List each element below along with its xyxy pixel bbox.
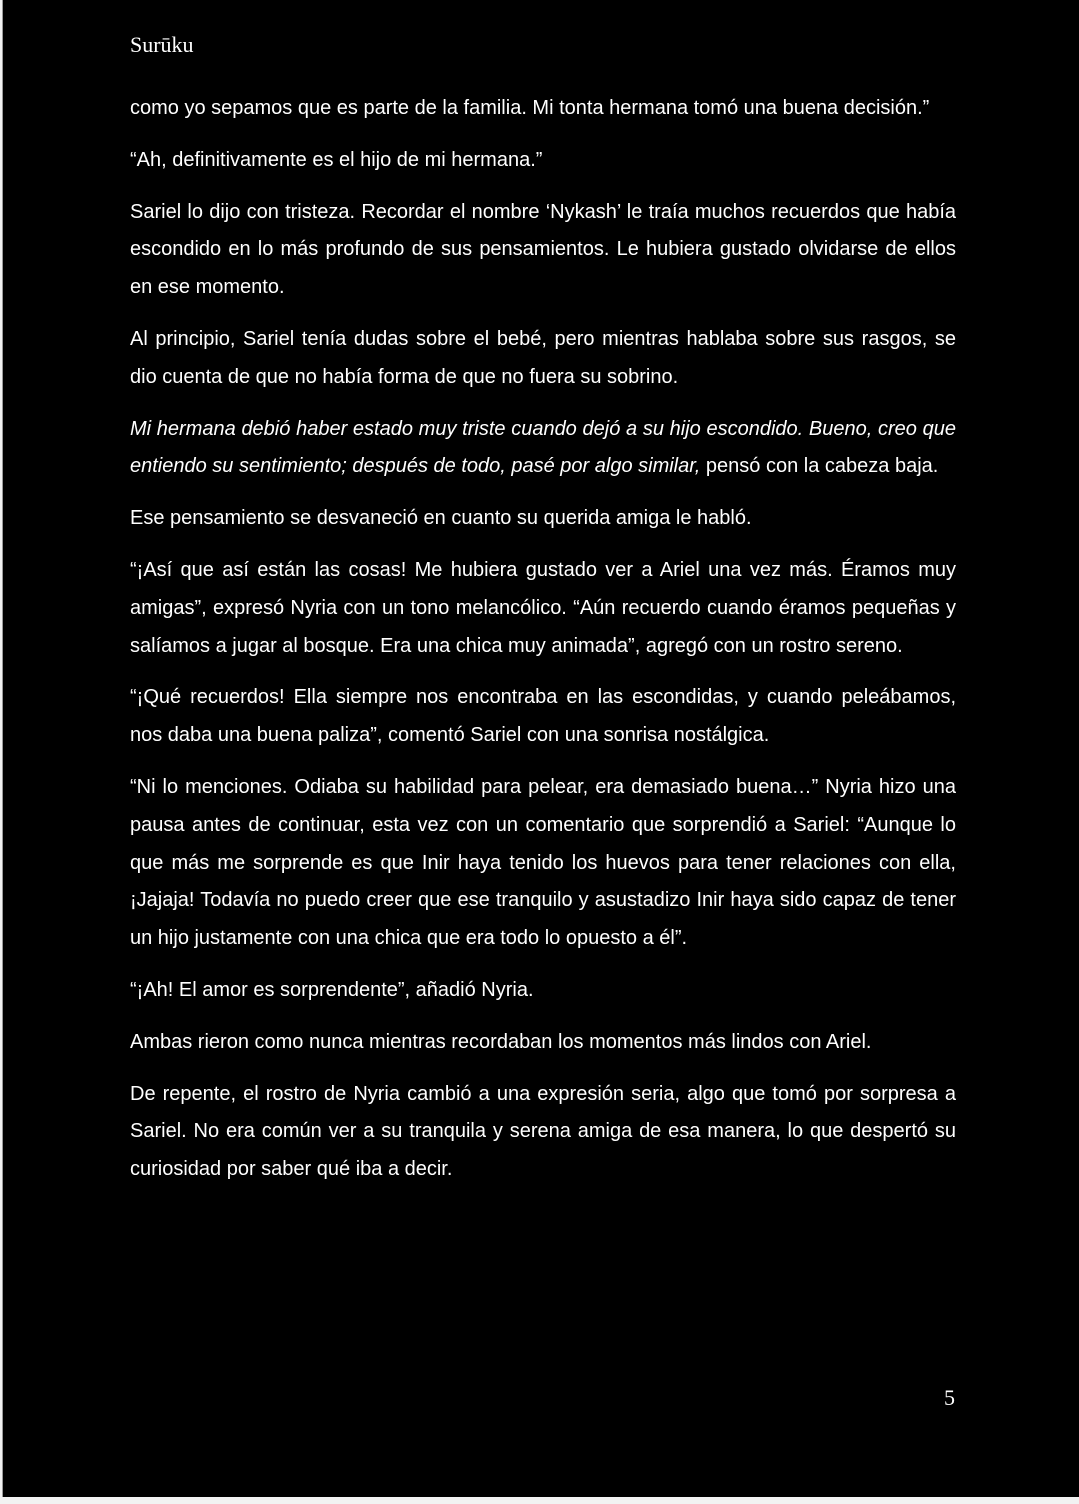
paragraph xyxy=(130,90,956,128)
text-run: Sariel lo dijo con tristeza. Recordar el nombre ‘Nykash’ le traía muchos recuerdos que había escondido en lo más profundo de sus pensamientos. Le hubiera gustado olvidarse de ellos en ese momento. xyxy=(130,200,956,299)
text-run: Ese pensamiento se desvaneció en cuanto su querida amiga le habló. xyxy=(130,507,752,530)
document-page xyxy=(2,0,1079,1497)
running-header: Surūku xyxy=(130,32,194,57)
text-run: Ambas rieron como nunca mientras recordaban los momentos más lindos con Ariel. xyxy=(130,1030,872,1053)
text-run: “Ni lo menciones. Odiaba su habilidad para pelear, era demasiado buena…” Nyria hizo una pausa antes de continuar, esta vez con un comentario que sorprendió a Sariel: “Aunque lo que más me sorprende es que Inir haya tenido los huevos para tener relaciones con ella, ¡Jajaja! Todavía no puedo creer que ese tranquilo y asustadizo Inir haya sido capaz de tener un hijo justamente con una chica que era todo lo opuesto a él”. xyxy=(130,775,956,950)
paragraph xyxy=(130,769,956,958)
italic-text: Mi hermana debió haber estado muy triste cuando dejó a su hijo escondido. Bueno, creo que entiendo su sentimiento; después de todo, pasé por algo similar, xyxy=(130,417,956,478)
text-run: Al principio, Sariel tenía dudas sobre el bebé, pero mientras hablaba sobre sus rasgos, se dio cuenta de que no había forma de que no fuera su sobrino. xyxy=(130,327,956,388)
text-run: “¡Ah! El amor es sorprendente”, añadió Nyria. xyxy=(130,978,534,1001)
paragraph xyxy=(130,552,956,665)
paragraph xyxy=(130,321,956,397)
paragraph xyxy=(130,142,956,180)
text-run: “¡Qué recuerdos! Ella siempre nos encontraba en las escondidas, y cuando peleábamos, nos daba una buena paliza”, comentó Sariel con una sonrisa nostálgica. xyxy=(130,686,956,747)
paragraph xyxy=(130,411,956,487)
paragraph xyxy=(130,1076,956,1189)
page-number: 5 xyxy=(944,1385,955,1410)
text-run: “¡Así que así están las cosas! Me hubiera gustado ver a Ariel una vez más. Éramos muy amigas”, expresó Nyria con un tono melancólico. “Aún recuerdo cuando éramos pequeñas y salíamos a jugar al bosque. Era una chica muy animada”, agregó con un rostro sereno. xyxy=(130,558,956,657)
text-run: como yo sepamos que es parte de la familia. Mi tonta hermana tomó una buena decisión.” xyxy=(130,97,930,119)
text-run: De repente, el rostro de Nyria cambió a una expresión seria, algo que tomó por sorpresa a Sariel. No era común ver a su tranquila y serena amiga de esa manera, lo que despertó su curiosidad por saber qué iba a decir. xyxy=(130,1082,956,1181)
body-text xyxy=(130,90,956,1203)
text-run: “Ah, definitivamente es el hijo de mi hermana.” xyxy=(130,148,543,171)
paragraph xyxy=(130,194,956,307)
paragraph xyxy=(130,1024,956,1062)
paragraph xyxy=(130,972,956,1010)
text-run: pensó con la cabeza baja. xyxy=(700,455,939,478)
paragraph xyxy=(130,500,956,538)
paragraph xyxy=(130,679,956,755)
